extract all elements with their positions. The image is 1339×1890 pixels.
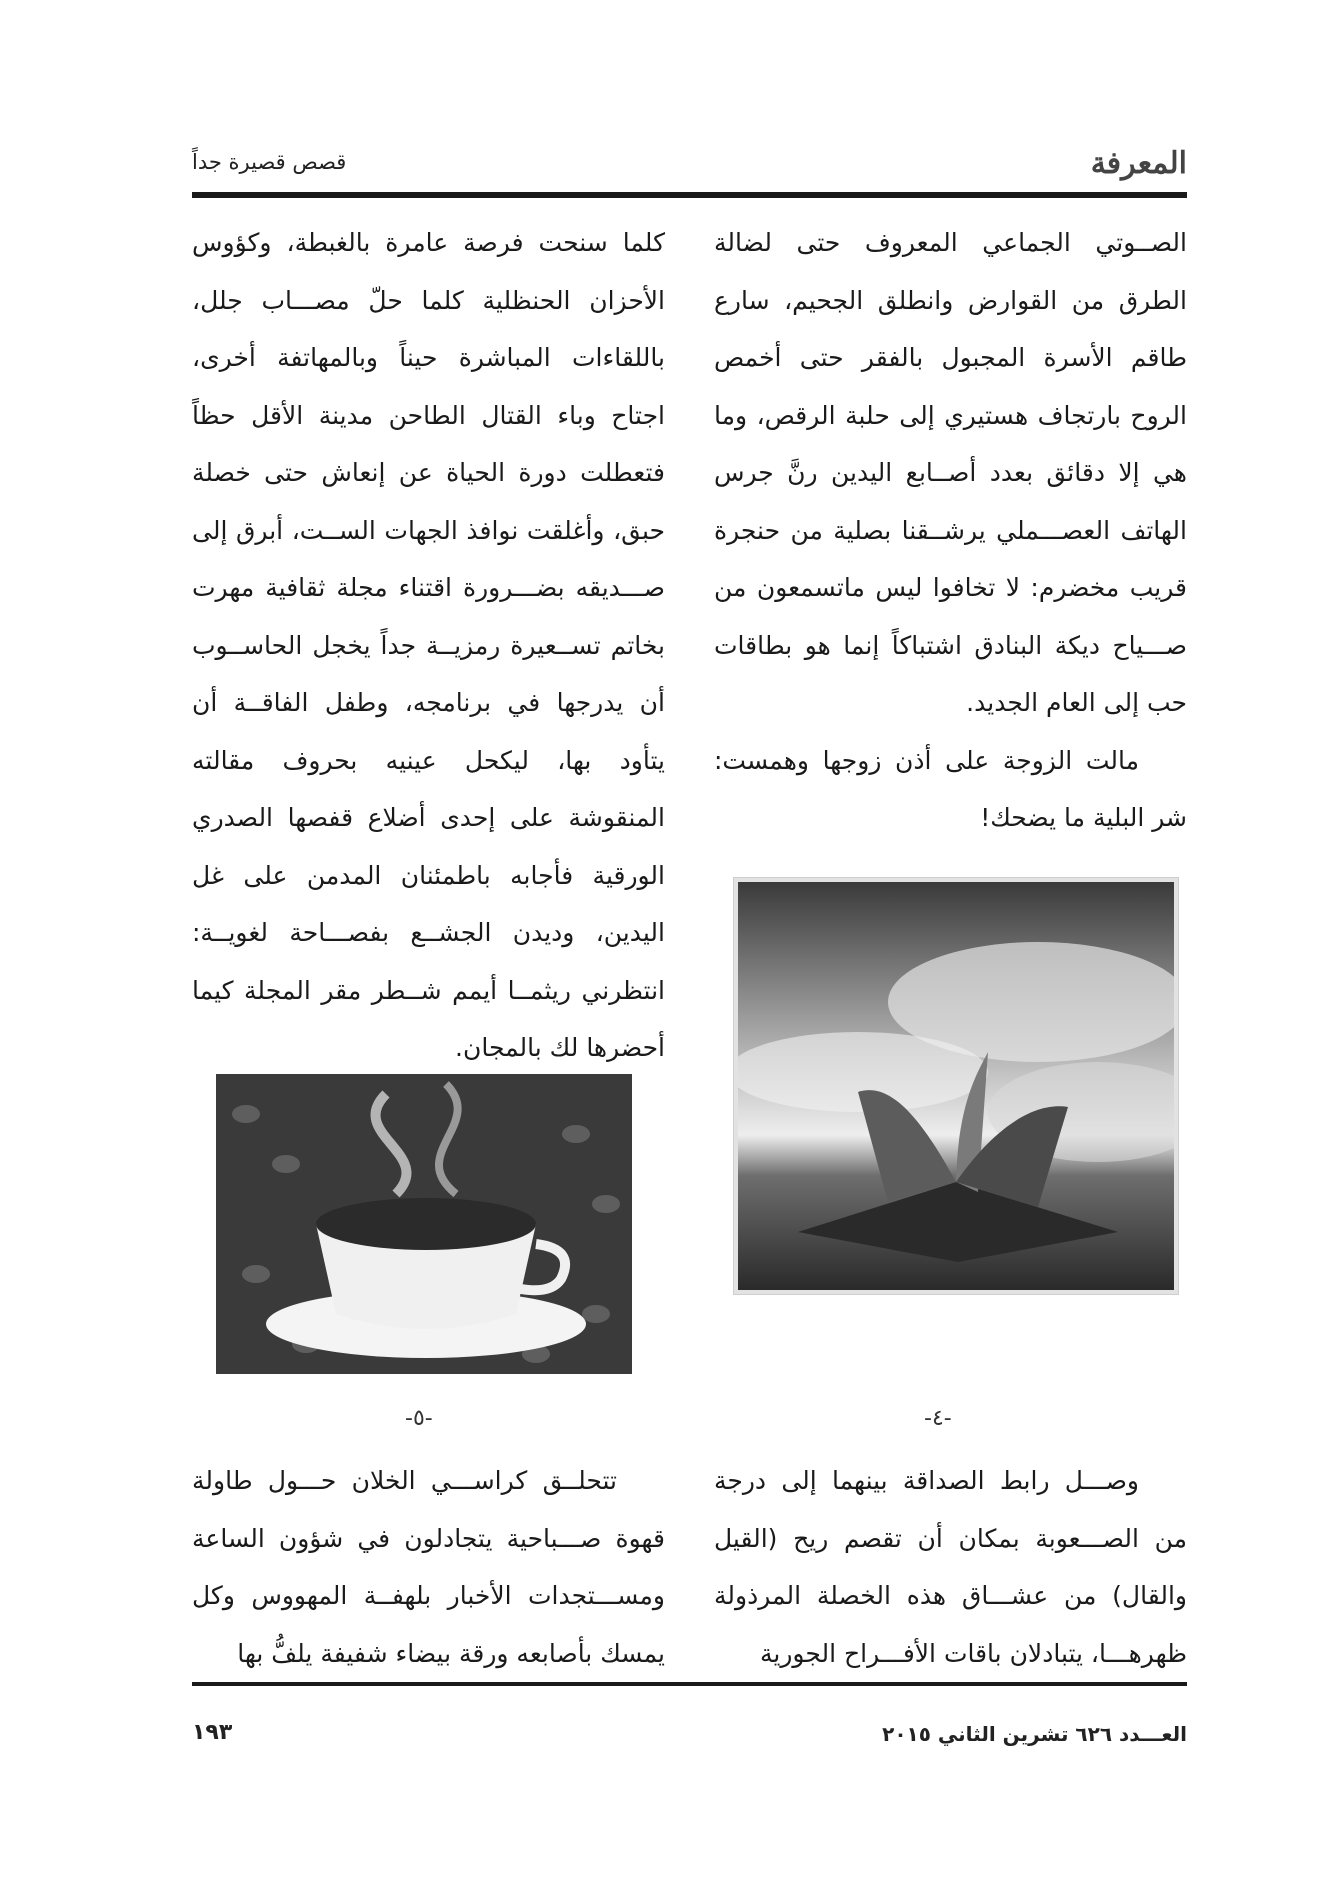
header-rule bbox=[192, 192, 1187, 198]
story3-column bbox=[714, 214, 1187, 847]
magazine-logo: المعرفة bbox=[1090, 146, 1187, 181]
section-title: قصص قصيرة جداً bbox=[192, 150, 347, 174]
story4-number: -٤- bbox=[924, 1406, 952, 1431]
coffee-cup-photo bbox=[216, 1074, 632, 1374]
page-number: ١٩٣ bbox=[192, 1720, 233, 1745]
coffee-illustration bbox=[216, 1074, 632, 1374]
story5-paragraph: تتحلــق كراســـي الخلان حـــول طاولة قهوة صـــباحية يتجادلون في شؤون الساعة ومســـتجدات الأخبار بلهفــة المهووس وكل يمسك بأصابعه ورقة بيضاء شفيفة يلفُّ بها bbox=[192, 1466, 665, 1668]
story-left-column bbox=[192, 214, 665, 1077]
open-book-photo bbox=[734, 878, 1178, 1294]
story4-paragraph: وصـــل رابط الصداقة بينهما إلى درجة من الصـــعوبة بمكان أن تقصم ريح (القيل والقال) من عشـــاق هذه الخصلة المرذولة ظهرهـــا، يتبادلان باقات الأفـــراح الجورية bbox=[714, 1466, 1187, 1668]
issue-info: العـــدد ٦٢٦ تشرين الثاني ٢٠١٥ bbox=[882, 1722, 1187, 1746]
story3-paragraph: الصــوتي الجماعي المعروف حتى لضالة الطرق من القوارض وانطلق الجحيم، سارع طاقم الأسرة المجبول بالفقر حتى أخمص الروح بارتجاف هستيري إلى حلبة الرقص، وما هي إلا دقائق بعدد أصــابع اليدين رنَّ جرس الهاتف العصـــملي يرشــقنا بصلية من حنجرة قريب مخضرم: لا تخافوا ليس ماتسمعون من صـــياح ديكة البنادق اشتباكاً إنما هو بطاقات حب إلى العام الجديد. bbox=[714, 228, 1187, 717]
footer-rule bbox=[192, 1682, 1187, 1686]
book-illustration bbox=[738, 882, 1174, 1290]
story5-number: -٥- bbox=[405, 1406, 433, 1431]
story-left-paragraph: كلما سنحت فرصة عامرة بالغبطة، وكؤوس الأحزان الحنظلية كلما حلّ مصـــاب جلل، باللقاءات المباشرة حيناً وبالمهاتفة أخرى، اجتاح وباء القتال الطاحن مدينة الأقل حظاً فتعطلت دورة الحياة عن إنعاش حتى خصلة حبق، وأغلقت نوافذ الجهات الســت، أبرق إلى صـــديقه بضـــرورة اقتناء مجلة ثقافية مهرت بخاتم تســعيرة رمزيــة جداً يخجل الحاســوب أن يدرجها في برنامجه، وطفل الفاقــة أن يتأود بها، ليكحل عينيه بحروف مقالته المنقوشة على إحدى أضلاع قفصها الصدري الورقية فأجابه باطمئنان المدمن على غل اليدين، وديدن الجشــع بفصـــاحة لغويــة: انتظرني ريثمــا أيمم شــطر مقر المجلة كيما أحضرها لك بالمجان. bbox=[192, 228, 665, 1062]
story3-ending: مالت الزوجة على أذن زوجها وهمست: شر البلية ما يضحك! bbox=[714, 745, 1187, 832]
story5-column bbox=[192, 1452, 665, 1682]
story4-column bbox=[714, 1452, 1187, 1682]
